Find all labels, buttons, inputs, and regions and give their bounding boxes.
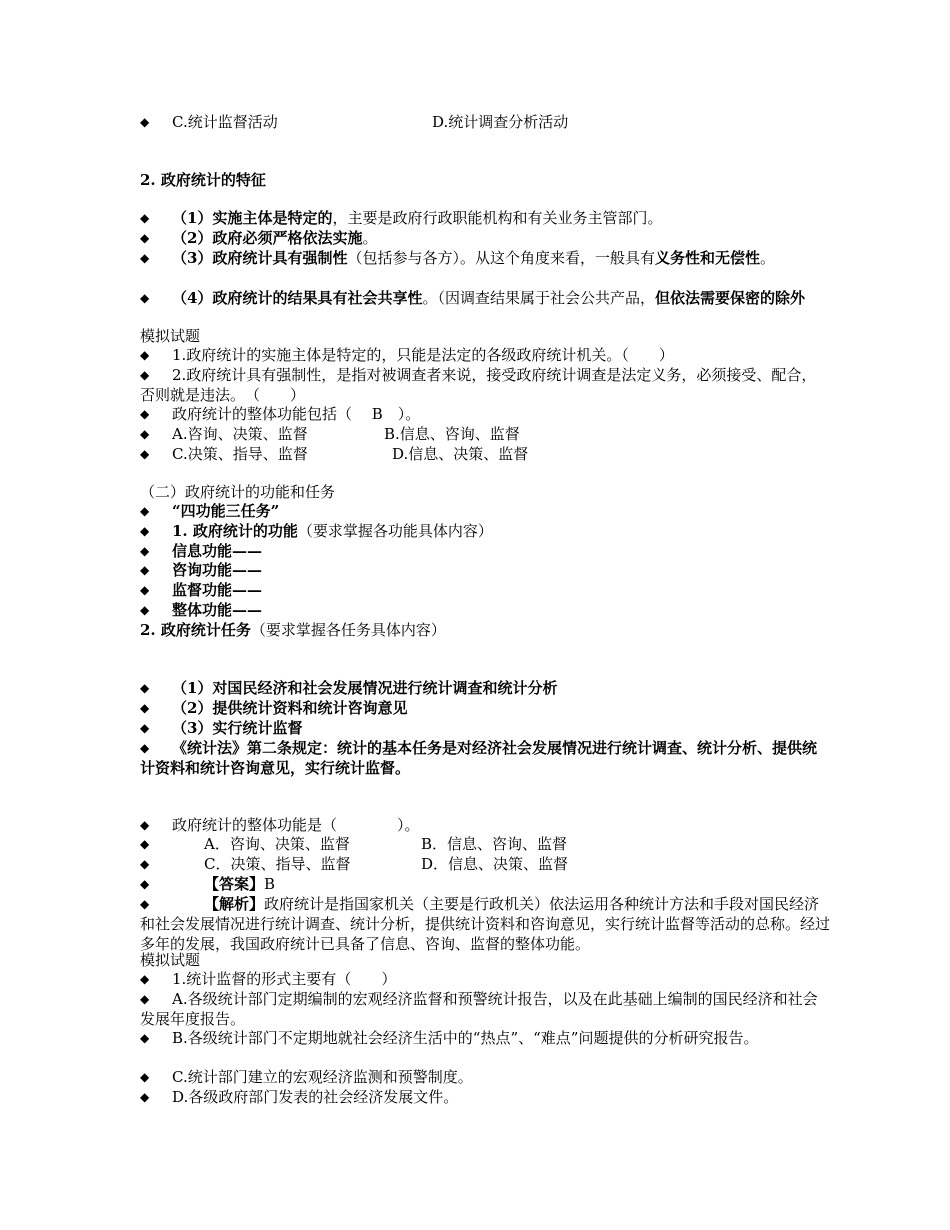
bullet-icon: ◆ xyxy=(140,427,150,441)
review-explanation: ◆ 【解析】政府统计是指国家机关（主要是行政机关）依法运用各种统计方法和手段对国民经济和社会发展情况进行统计调查、统计分析，提供统计资料和咨询意见，实行统计监督等活动的总称。经过多年的发展，我国政府统计已具备了信息、咨询、监督的整体功能。 xyxy=(140,895,831,953)
bullet-icon: ◆ xyxy=(140,115,150,129)
bullet-icon: ◆ xyxy=(140,818,150,832)
bullet-icon: ◆ xyxy=(140,857,150,871)
bullet-icon: ◆ xyxy=(140,524,150,538)
bullet-icon: ◆ xyxy=(140,211,150,225)
four-functions-three-tasks: ◆ “四功能三任务” xyxy=(140,502,280,520)
option-d: D.统计调查分析活动 xyxy=(432,113,569,131)
review-options-ab: ◆ A．咨询、决策、监督 B．信息、咨询、监督 xyxy=(140,835,568,853)
mock-option-c: ◆ C.统计部门建立的宏观经济监测和预警制度。 xyxy=(140,1068,473,1086)
mock-option-a: ◆ A.各级统计部门定期编制的宏观经济监督和预警统计报告，以及在此基础上编制的国民经济和社会发展年度报告。 xyxy=(140,990,818,1028)
function-information: ◆ 信息功能—— xyxy=(140,542,263,560)
feature-1: ◆ （1）实施主体是特定的，主要是政府行政职能机构和有关业务主管部门。 xyxy=(140,209,663,227)
bullet-icon: ◆ xyxy=(140,447,150,461)
bullet-icon: ◆ xyxy=(140,1031,150,1045)
section-heading-features: 2. 政府统计的特征 xyxy=(140,171,266,189)
task-2: ◆ （2）提供统计资料和统计咨询意见 xyxy=(140,699,408,717)
question-3-options-ab: ◆ A.咨询、决策、监督 B.信息、咨询、监督 xyxy=(140,425,520,443)
function-consulting: ◆ 咨询功能—— xyxy=(140,561,263,579)
bullet-icon: ◆ xyxy=(140,348,150,362)
bullet-icon: ◆ xyxy=(140,407,150,421)
bullet-icon: ◆ xyxy=(140,1090,150,1104)
review-question: ◆ 政府统计的整体功能是（ ）。 xyxy=(140,816,420,834)
bullet-icon: ◆ xyxy=(140,603,150,617)
bullet-icon: ◆ xyxy=(140,231,150,245)
mock-exam-heading: 模拟试题 xyxy=(140,327,201,345)
option-line-cd xyxy=(140,112,830,132)
bullet-icon: ◆ xyxy=(140,721,150,735)
bullet-icon: ◆ xyxy=(140,877,150,891)
feature-3: ◆ （3）政府统计具有强制性（包括参与各方）。从这个角度来看，一般具有义务性和无偿性。 xyxy=(140,249,775,267)
bullet-icon: ◆ xyxy=(140,972,150,986)
mock-question-1: ◆ 1.统计监督的形式主要有（ ） xyxy=(140,970,397,988)
task-1: ◆ （1）对国民经济和社会发展情况进行统计调查和统计分析 xyxy=(140,679,558,697)
question-3: ◆ 政府统计的整体功能包括（ B ）。 xyxy=(140,405,421,423)
question-2: ◆ 2.政府统计具有强制性，是指对被调查者来说，接受政府统计调查是法定义务，必须接受、配合，否则就是违法。 （ ） xyxy=(140,366,817,404)
function-supervision: ◆ 监督功能—— xyxy=(140,581,263,599)
section-heading-functions: （二）政府统计的功能和任务 xyxy=(140,483,336,501)
option-c: C.统计监督活动 xyxy=(172,113,278,131)
bullet-icon: ◆ xyxy=(140,741,150,755)
bullet-icon: ◆ xyxy=(140,837,150,851)
bullet-icon: ◆ xyxy=(140,583,150,597)
task-3: ◆ （3）实行统计监督 xyxy=(140,719,303,737)
mock-exam-heading-2: 模拟试题 xyxy=(140,951,201,969)
function-overall: ◆ 整体功能—— xyxy=(140,601,263,619)
question-3-options-cd: ◆ C.决策、指导、监督 D.信息、决策、监督 xyxy=(140,445,529,463)
review-options-cd: ◆ C．决策、指导、监督 D．信息、决策、监督 xyxy=(140,855,569,873)
statistics-law-article: ◆ 《统计法》第二条规定：统计的基本任务是对经济社会发展情况进行统计调查、统计分析、提供统计资料和统计咨询意见，实行统计监督。 xyxy=(140,739,818,777)
functions-heading: ◆ 1. 政府统计的功能（要求掌握各功能具体内容） xyxy=(140,522,493,540)
bullet-icon: ◆ xyxy=(140,291,150,305)
bullet-icon: ◆ xyxy=(140,563,150,577)
bullet-icon: ◆ xyxy=(140,504,150,518)
bullet-icon: ◆ xyxy=(140,368,150,382)
bullet-icon: ◆ xyxy=(140,897,150,911)
mock-option-d: ◆ D.各级政府部门发表的社会经济发展文件。 xyxy=(140,1088,459,1106)
mock-option-b: ◆ B.各级统计部门不定期地就社会经济生活中的“热点”、“难点”问题提供的分析研究报告。 xyxy=(140,1029,759,1047)
question-1: ◆ 1.政府统计的实施主体是特定的，只能是法定的各级政府统计机关。（ ） xyxy=(140,346,674,364)
review-answer: ◆ 【答案】B xyxy=(140,875,276,893)
bullet-icon: ◆ xyxy=(140,681,150,695)
feature-4: ◆ （4）政府统计的结果具有社会共享性。（因调查结果属于社会公共产品，但依法需要保密的除外 xyxy=(140,289,805,307)
bullet-icon: ◆ xyxy=(140,251,150,265)
tasks-heading: 2. 政府统计任务（要求掌握各任务具体内容） xyxy=(140,621,446,639)
feature-2: ◆ （2）政府必须严格依法实施。 xyxy=(140,229,378,247)
bullet-icon: ◆ xyxy=(140,544,150,558)
bullet-icon: ◆ xyxy=(140,701,150,715)
bullet-icon: ◆ xyxy=(140,992,150,1006)
bullet-icon: ◆ xyxy=(140,1070,150,1084)
